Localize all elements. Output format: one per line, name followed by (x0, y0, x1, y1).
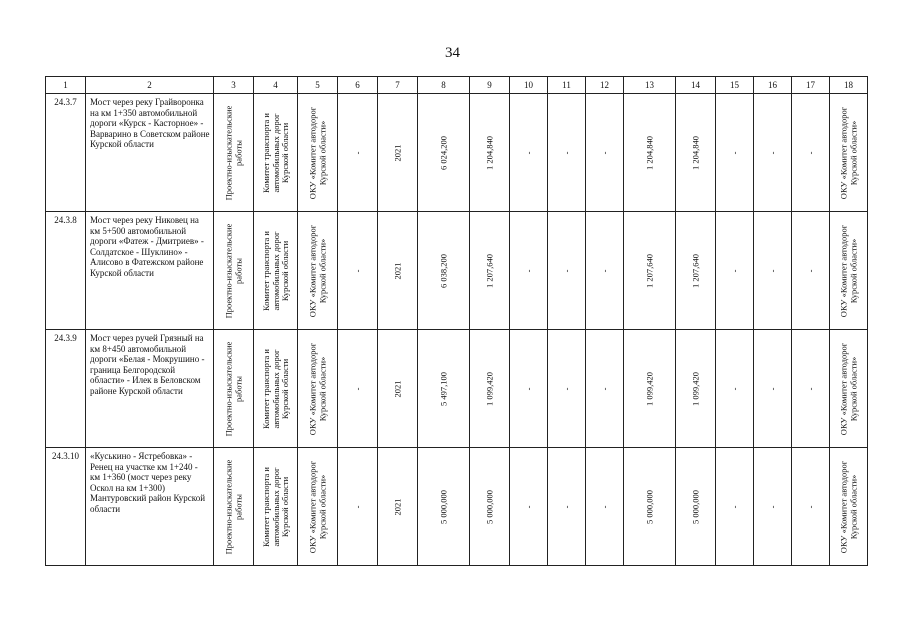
work-type-text: Проектно-изыскательские работы (223, 223, 243, 318)
header-cell: 10 (510, 77, 548, 94)
value-text: - (522, 387, 533, 390)
header-cell: 17 (792, 77, 830, 94)
value-text: - (804, 505, 815, 508)
year-cell (378, 330, 418, 448)
customer-cell (254, 330, 298, 448)
year-cell (378, 94, 418, 212)
table-row (46, 448, 868, 566)
total-cost-cell (418, 212, 470, 330)
value-text: - (766, 387, 777, 390)
total-cost-text: 6 024,200 (437, 135, 448, 170)
recipient-cell (830, 94, 868, 212)
value-cell (470, 330, 510, 448)
header-cell: 16 (754, 77, 792, 94)
total-cost-cell (418, 94, 470, 212)
value-cell (624, 212, 676, 330)
value-cell (586, 448, 624, 566)
total-cost-text: 5 000,000 (437, 489, 448, 524)
value-cell (716, 94, 754, 212)
row-number-cell: 24.3.10 (46, 448, 86, 566)
header-cell: 2 (86, 77, 214, 94)
customer-cell (254, 212, 298, 330)
value-cell (338, 212, 378, 330)
value-cell (792, 448, 830, 566)
executor-cell (298, 212, 338, 330)
executor-cell (298, 448, 338, 566)
value-text: - (598, 505, 609, 508)
value-cell (754, 94, 792, 212)
total-cost-text: 6 038,200 (437, 253, 448, 288)
executor-text: ОКУ «Комитет автодорог Курской области» (307, 224, 327, 317)
value-cell (792, 212, 830, 330)
value-cell (754, 212, 792, 330)
value-text: 1 099,420 (643, 371, 654, 406)
value-cell (470, 448, 510, 566)
year-text: 2021 (391, 144, 402, 161)
value-text: - (522, 269, 533, 272)
value-text: 5 000,000 (689, 489, 700, 524)
object-name-cell: «Куськино - Ястребовка» - Ренец на участке км 1+240 - км 1+360 (мост через реку Оскол на км 1+300) Мантуровский район Курской области (86, 448, 214, 566)
header-cell: 4 (254, 77, 298, 94)
value-cell (548, 212, 586, 330)
work-type-cell (214, 94, 254, 212)
value-text: 1 099,420 (483, 371, 494, 406)
row-number-cell: 24.3.8 (46, 212, 86, 330)
value-text: - (766, 151, 777, 154)
total-cost-cell (418, 330, 470, 448)
value-text: 5 000,000 (483, 489, 494, 524)
total-cost-cell (418, 448, 470, 566)
value-text: - (560, 387, 571, 390)
value-text: - (728, 387, 739, 390)
header-cell: 14 (676, 77, 716, 94)
value-cell (676, 94, 716, 212)
year-cell (378, 448, 418, 566)
recipient-text: ОКУ «Комитет автодорог Курской области» (838, 106, 858, 199)
header-cell: 6 (338, 77, 378, 94)
recipient-cell (830, 448, 868, 566)
object-name-cell: Мост через реку Никовец на км 5+500 автомобильной дороги «Фатеж - Дмитриев» - Солдатское - Шуклино» - Алисово в Фатежском районе Курской области (86, 212, 214, 330)
value-text: 1 207,640 (483, 253, 494, 288)
value-cell (510, 212, 548, 330)
work-type-text: Проектно-изыскательские работы (223, 341, 243, 436)
value-cell (338, 330, 378, 448)
value-text: - (522, 505, 533, 508)
value-text: - (598, 387, 609, 390)
value-text: - (351, 269, 362, 272)
value-text: - (804, 387, 815, 390)
executor-cell (298, 330, 338, 448)
page-number: 34 (445, 45, 460, 61)
value-text: 1 207,640 (643, 253, 654, 288)
work-type-cell (214, 330, 254, 448)
value-cell (754, 448, 792, 566)
header-cell: 1 (46, 77, 86, 94)
value-text: - (728, 151, 739, 154)
executor-text: ОКУ «Комитет автодорог Курской области» (307, 460, 327, 553)
header-cell: 11 (548, 77, 586, 94)
header-cell: 18 (830, 77, 868, 94)
year-text: 2021 (391, 262, 402, 279)
object-name-cell: Мост через ручей Грязный на км 8+450 автомобильной дороги «Белая - Мокрушино - граница Белгородской области» - Илек в Беловском районе Курской области (86, 330, 214, 448)
value-cell (676, 330, 716, 448)
customer-text: Комитет транспорта и автомобильных дорог Курской области (260, 466, 290, 547)
header-cell: 13 (624, 77, 676, 94)
header-cell: 8 (418, 77, 470, 94)
table-row (46, 212, 868, 330)
value-cell (624, 94, 676, 212)
value-cell (716, 448, 754, 566)
work-type-text: Проектно-изыскательские работы (223, 105, 243, 200)
value-cell (470, 94, 510, 212)
value-cell (624, 448, 676, 566)
value-text: - (522, 151, 533, 154)
row-number-cell: 24.3.7 (46, 94, 86, 212)
customer-text: Комитет транспорта и автомобильных дорог Курской области (260, 348, 290, 429)
work-type-text: Проектно-изыскательские работы (223, 459, 243, 554)
table-row (46, 330, 868, 448)
value-text: - (598, 269, 609, 272)
value-cell (548, 330, 586, 448)
header-cell: 15 (716, 77, 754, 94)
value-text: 1 204,840 (483, 135, 494, 170)
year-text: 2021 (391, 498, 402, 515)
value-cell (338, 94, 378, 212)
value-text: - (728, 269, 739, 272)
year-text: 2021 (391, 380, 402, 397)
recipient-text: ОКУ «Комитет автодорог Курской области» (838, 460, 858, 553)
value-cell (548, 448, 586, 566)
value-text: 5 000,000 (643, 489, 654, 524)
value-cell (510, 448, 548, 566)
program-table (45, 76, 868, 566)
value-cell (716, 212, 754, 330)
customer-text: Комитет транспорта и автомобильных дорог Курской области (260, 230, 290, 311)
year-cell (378, 212, 418, 330)
table-row (46, 94, 868, 212)
header-cell: 3 (214, 77, 254, 94)
value-text: - (560, 505, 571, 508)
work-type-cell (214, 212, 254, 330)
value-cell (676, 448, 716, 566)
value-text: - (766, 269, 777, 272)
header-cell: 5 (298, 77, 338, 94)
recipient-cell (830, 212, 868, 330)
table-body (46, 77, 868, 566)
value-text: - (804, 151, 815, 154)
value-cell (754, 330, 792, 448)
recipient-cell (830, 330, 868, 448)
value-cell (676, 212, 716, 330)
value-text: - (728, 505, 739, 508)
object-name-cell: Мост через реку Грайворонка на км 1+350 автомобильной дороги «Курск - Касторное» - Варварино в Советском районе Курской области (86, 94, 214, 212)
value-text: - (351, 505, 362, 508)
value-cell (586, 212, 624, 330)
value-cell (586, 94, 624, 212)
header-cell: 7 (378, 77, 418, 94)
value-cell (792, 330, 830, 448)
value-text: - (598, 151, 609, 154)
value-text: - (351, 387, 362, 390)
value-text: - (560, 269, 571, 272)
recipient-text: ОКУ «Комитет автодорог Курской области» (838, 342, 858, 435)
executor-text: ОКУ «Комитет автодорог Курской области» (307, 342, 327, 435)
total-cost-text: 5 497,100 (437, 371, 448, 406)
customer-cell (254, 94, 298, 212)
value-text: - (351, 151, 362, 154)
value-cell (586, 330, 624, 448)
value-text: - (560, 151, 571, 154)
value-cell (548, 94, 586, 212)
value-cell (624, 330, 676, 448)
recipient-text: ОКУ «Комитет автодорог Курской области» (838, 224, 858, 317)
value-text: - (766, 505, 777, 508)
value-cell (510, 330, 548, 448)
value-text: 1 204,840 (689, 135, 700, 170)
work-type-cell (214, 448, 254, 566)
executor-text: ОКУ «Комитет автодорог Курской области» (307, 106, 327, 199)
header-row (46, 77, 868, 94)
customer-text: Комитет транспорта и автомобильных дорог Курской области (260, 112, 290, 193)
value-cell (338, 448, 378, 566)
value-cell (510, 94, 548, 212)
customer-cell (254, 448, 298, 566)
executor-cell (298, 94, 338, 212)
header-cell: 12 (586, 77, 624, 94)
value-text: - (804, 269, 815, 272)
header-cell: 9 (470, 77, 510, 94)
value-cell (470, 212, 510, 330)
value-text: 1 204,840 (643, 135, 654, 170)
value-cell (792, 94, 830, 212)
value-text: 1 207,640 (689, 253, 700, 288)
value-cell (716, 330, 754, 448)
value-text: 1 099,420 (689, 371, 700, 406)
row-number-cell: 24.3.9 (46, 330, 86, 448)
